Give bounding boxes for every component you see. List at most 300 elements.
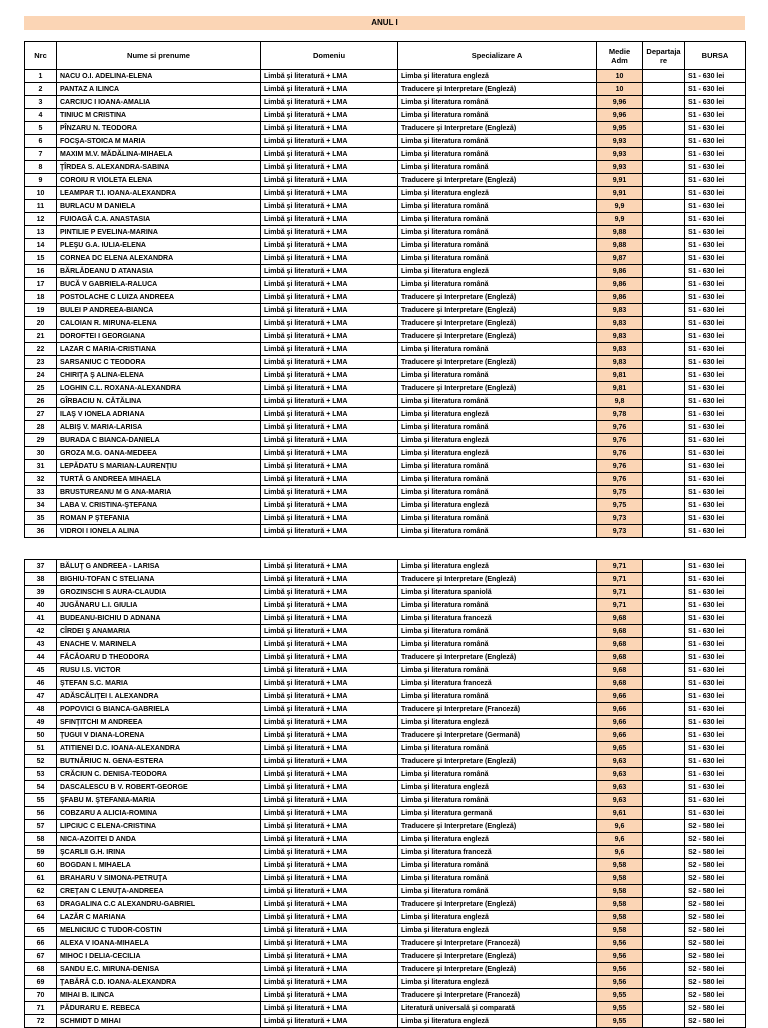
cell-medie: 9,76 <box>597 473 643 486</box>
cell-nrc: 20 <box>25 317 57 330</box>
scholarship-table-1 <box>24 41 746 538</box>
cell-bursa: S1 - 630 lei <box>685 421 746 434</box>
cell-departajare <box>643 96 685 109</box>
cell-domeniu: Limbă şi literatură + LMA <box>261 677 398 690</box>
cell-nrc: 45 <box>25 664 57 677</box>
cell-bursa: S1 - 630 lei <box>685 499 746 512</box>
cell-departajare <box>643 755 685 768</box>
cell-medie: 9,71 <box>597 573 643 586</box>
cell-domeniu: Limbă şi literatură + LMA <box>261 664 398 677</box>
cell-bursa: S1 - 630 lei <box>685 560 746 573</box>
cell-specializare: Limba şi literatura engleză <box>398 499 597 512</box>
cell-nrc: 16 <box>25 265 57 278</box>
cell-departajare <box>643 369 685 382</box>
cell-domeniu: Limbă şi literatură + LMA <box>261 586 398 599</box>
cell-nume: BĂRLĂDEANU D ATANASIA <box>57 265 261 278</box>
cell-departajare <box>643 560 685 573</box>
cell-medie: 9,66 <box>597 690 643 703</box>
cell-domeniu: Limbă şi literatură + LMA <box>261 70 398 83</box>
cell-medie: 9,81 <box>597 369 643 382</box>
cell-nume: CARCIUC I IOANA-AMALIA <box>57 96 261 109</box>
cell-nume: ALEXA V IOANA-MIHAELA <box>57 937 261 950</box>
cell-medie: 9,68 <box>597 664 643 677</box>
cell-departajare <box>643 278 685 291</box>
cell-nrc: 26 <box>25 395 57 408</box>
cell-nume: MIHOC I DELIA-CECILIA <box>57 950 261 963</box>
cell-nume: LIPCIUC C ELENA-CRISTINA <box>57 820 261 833</box>
cell-departajare <box>643 859 685 872</box>
cell-specializare: Traducere şi Interpretare (Engleză) <box>398 304 597 317</box>
cell-specializare: Limba şi literatura română <box>398 525 597 538</box>
cell-bursa: S1 - 630 lei <box>685 109 746 122</box>
cell-specializare: Limba şi literatura franceză <box>398 612 597 625</box>
cell-medie: 9,58 <box>597 924 643 937</box>
header-row <box>25 42 746 70</box>
cell-nrc: 11 <box>25 200 57 213</box>
cell-bursa: S2 - 580 lei <box>685 963 746 976</box>
cell-domeniu: Limbă şi literatură + LMA <box>261 135 398 148</box>
cell-nrc: 64 <box>25 911 57 924</box>
cell-bursa: S1 - 630 lei <box>685 395 746 408</box>
cell-nrc: 5 <box>25 122 57 135</box>
cell-departajare <box>643 512 685 525</box>
cell-departajare <box>643 161 685 174</box>
table-row <box>25 96 746 109</box>
table-row <box>25 872 746 885</box>
cell-bursa: S1 - 630 lei <box>685 408 746 421</box>
cell-nrc: 29 <box>25 434 57 447</box>
cell-departajare <box>643 486 685 499</box>
cell-specializare: Limba şi literatura engleză <box>398 781 597 794</box>
cell-nrc: 4 <box>25 109 57 122</box>
year-title: ANUL I <box>24 16 745 30</box>
cell-departajare <box>643 447 685 460</box>
cell-domeniu: Limbă şi literatură + LMA <box>261 846 398 859</box>
cell-domeniu: Limbă şi literatură + LMA <box>261 174 398 187</box>
cell-nume: ATITIENEI D.C. IOANA-ALEXANDRA <box>57 742 261 755</box>
cell-domeniu: Limbă şi literatură + LMA <box>261 703 398 716</box>
cell-specializare: Limba şi literatura engleză <box>398 187 597 200</box>
cell-nrc: 34 <box>25 499 57 512</box>
cell-departajare <box>643 525 685 538</box>
cell-departajare <box>643 612 685 625</box>
cell-medie: 9,65 <box>597 742 643 755</box>
cell-specializare: Limba şi literatura română <box>398 148 597 161</box>
table-row <box>25 1002 746 1015</box>
cell-bursa: S2 - 580 lei <box>685 989 746 1002</box>
table-row <box>25 807 746 820</box>
cell-nrc: 48 <box>25 703 57 716</box>
cell-specializare: Limba şi literatura română <box>398 278 597 291</box>
cell-medie: 9,66 <box>597 716 643 729</box>
cell-nume: BURADA C BIANCA-DANIELA <box>57 434 261 447</box>
cell-nrc: 41 <box>25 612 57 625</box>
cell-domeniu: Limbă şi literatură + LMA <box>261 716 398 729</box>
table-row <box>25 421 746 434</box>
cell-medie: 9,8 <box>597 395 643 408</box>
cell-departajare <box>643 174 685 187</box>
cell-domeniu: Limbă şi literatură + LMA <box>261 1015 398 1028</box>
cell-bursa: S1 - 630 lei <box>685 174 746 187</box>
cell-domeniu: Limbă şi literatură + LMA <box>261 486 398 499</box>
cell-bursa: S1 - 630 lei <box>685 807 746 820</box>
cell-domeniu: Limbă şi literatură + LMA <box>261 950 398 963</box>
cell-departajare <box>643 317 685 330</box>
table-row <box>25 976 746 989</box>
cell-departajare <box>643 356 685 369</box>
cell-specializare: Traducere şi Interpretare (Engleză) <box>398 174 597 187</box>
cell-nrc: 58 <box>25 833 57 846</box>
table-row <box>25 525 746 538</box>
cell-nume: ILAŞ V IONELA ADRIANA <box>57 408 261 421</box>
cell-departajare <box>643 911 685 924</box>
cell-medie: 9,75 <box>597 486 643 499</box>
table-row <box>25 664 746 677</box>
cell-specializare: Limba şi literatura română <box>398 599 597 612</box>
cell-departajare <box>643 716 685 729</box>
cell-nume: FUIOAGĂ C.A. ANASTASIA <box>57 213 261 226</box>
cell-bursa: S2 - 580 lei <box>685 885 746 898</box>
cell-domeniu: Limbă şi literatură + LMA <box>261 434 398 447</box>
cell-nume: PLEŞU G.A. IULIA-ELENA <box>57 239 261 252</box>
cell-departajare <box>643 330 685 343</box>
cell-medie: 9,68 <box>597 625 643 638</box>
cell-medie: 9,93 <box>597 161 643 174</box>
cell-nume: JUGĂNARU L.I. GIULIA <box>57 599 261 612</box>
cell-departajare <box>643 885 685 898</box>
cell-nrc: 28 <box>25 421 57 434</box>
cell-domeniu: Limbă şi literatură + LMA <box>261 937 398 950</box>
table-row <box>25 291 746 304</box>
cell-nume: BRUSTUREANU M G ANA-MARIA <box>57 486 261 499</box>
cell-nume: FĂCĂOARU D THEODORA <box>57 651 261 664</box>
cell-domeniu: Limbă şi literatură + LMA <box>261 226 398 239</box>
cell-nume: LOGHIN C.L. ROXANA-ALEXANDRA <box>57 382 261 395</box>
table-row <box>25 898 746 911</box>
cell-nume: DOROFTEI I GEORGIANA <box>57 330 261 343</box>
cell-bursa: S1 - 630 lei <box>685 573 746 586</box>
cell-departajare <box>643 586 685 599</box>
cell-departajare <box>643 148 685 161</box>
cell-departajare <box>643 833 685 846</box>
cell-specializare: Limba şi literatura engleză <box>398 408 597 421</box>
cell-bursa: S1 - 630 lei <box>685 768 746 781</box>
cell-bursa: S1 - 630 lei <box>685 343 746 356</box>
cell-specializare: Limba şi literatura franceză <box>398 677 597 690</box>
header-nume: Nume si prenume <box>57 42 261 70</box>
cell-domeniu: Limbă şi literatură + LMA <box>261 291 398 304</box>
cell-medie: 9,66 <box>597 729 643 742</box>
table-row <box>25 586 746 599</box>
table-row <box>25 651 746 664</box>
header-medie: Medie Adm <box>597 42 643 70</box>
table-row <box>25 716 746 729</box>
cell-nume: GROZINSCHI S AURA-CLAUDIA <box>57 586 261 599</box>
cell-specializare: Limba şi literatura română <box>398 135 597 148</box>
cell-specializare: Limba şi literatura română <box>398 473 597 486</box>
cell-domeniu: Limbă şi literatură + LMA <box>261 820 398 833</box>
cell-nume: BOGDAN I. MIHAELA <box>57 859 261 872</box>
table-row <box>25 573 746 586</box>
table-row <box>25 252 746 265</box>
cell-nume: PÎNZARU N. TEODORA <box>57 122 261 135</box>
cell-bursa: S2 - 580 lei <box>685 859 746 872</box>
cell-domeniu: Limbă şi literatură + LMA <box>261 599 398 612</box>
table-row <box>25 703 746 716</box>
cell-specializare: Limba şi literatura română <box>398 369 597 382</box>
cell-medie: 9,86 <box>597 291 643 304</box>
cell-specializare: Limba şi literatura engleză <box>398 265 597 278</box>
cell-departajare <box>643 781 685 794</box>
cell-nume: BURLACU M DANIELA <box>57 200 261 213</box>
table-row <box>25 729 746 742</box>
cell-domeniu: Limbă şi literatură + LMA <box>261 369 398 382</box>
cell-domeniu: Limbă şi literatură + LMA <box>261 421 398 434</box>
table-row <box>25 859 746 872</box>
cell-departajare <box>643 898 685 911</box>
table-row <box>25 304 746 317</box>
cell-bursa: S2 - 580 lei <box>685 1002 746 1015</box>
cell-specializare: Limba şi literatura engleză <box>398 447 597 460</box>
cell-nrc: 63 <box>25 898 57 911</box>
cell-domeniu: Limbă şi literatură + LMA <box>261 742 398 755</box>
cell-medie: 9,68 <box>597 677 643 690</box>
cell-nume: VIDROI I IONELA ALINA <box>57 525 261 538</box>
cell-nrc: 17 <box>25 278 57 291</box>
cell-medie: 9,6 <box>597 820 643 833</box>
cell-bursa: S2 - 580 lei <box>685 924 746 937</box>
cell-nrc: 8 <box>25 161 57 174</box>
cell-medie: 9,63 <box>597 755 643 768</box>
cell-domeniu: Limbă şi literatură + LMA <box>261 265 398 278</box>
cell-domeniu: Limbă şi literatură + LMA <box>261 729 398 742</box>
cell-departajare <box>643 976 685 989</box>
cell-nume: ŢUGUI V DIANA-LORENA <box>57 729 261 742</box>
cell-specializare: Limba şi literatura română <box>398 161 597 174</box>
cell-bursa: S2 - 580 lei <box>685 1015 746 1028</box>
cell-domeniu: Limbă şi literatură + LMA <box>261 512 398 525</box>
cell-specializare: Limba şi literatura engleză <box>398 560 597 573</box>
cell-nume: ŢÎRDEA S. ALEXANDRA-SABINA <box>57 161 261 174</box>
cell-domeniu: Limbă şi literatură + LMA <box>261 768 398 781</box>
cell-medie: 9,71 <box>597 560 643 573</box>
cell-nume: ŞCARLII G.H. IRINA <box>57 846 261 859</box>
cell-nrc: 21 <box>25 330 57 343</box>
cell-departajare <box>643 1002 685 1015</box>
cell-nume: SARSANIUC C TEODORA <box>57 356 261 369</box>
cell-bursa: S1 - 630 lei <box>685 512 746 525</box>
cell-bursa: S2 - 580 lei <box>685 950 746 963</box>
table-row <box>25 755 746 768</box>
cell-departajare <box>643 794 685 807</box>
table-row <box>25 742 746 755</box>
cell-medie: 9,66 <box>597 703 643 716</box>
cell-departajare <box>643 599 685 612</box>
cell-nume: ŢABĂRĂ C.D. IOANA-ALEXANDRA <box>57 976 261 989</box>
table-row <box>25 83 746 96</box>
cell-departajare <box>643 200 685 213</box>
cell-nrc: 35 <box>25 512 57 525</box>
cell-specializare: Limba şi literatura română <box>398 109 597 122</box>
cell-bursa: S1 - 630 lei <box>685 226 746 239</box>
cell-nrc: 62 <box>25 885 57 898</box>
table-row <box>25 950 746 963</box>
cell-domeniu: Limbă şi literatură + LMA <box>261 859 398 872</box>
cell-departajare <box>643 742 685 755</box>
cell-medie: 9,58 <box>597 859 643 872</box>
cell-nrc: 70 <box>25 989 57 1002</box>
table-row <box>25 937 746 950</box>
cell-domeniu: Limbă şi literatură + LMA <box>261 447 398 460</box>
cell-domeniu: Limbă şi literatură + LMA <box>261 638 398 651</box>
cell-medie: 9,76 <box>597 460 643 473</box>
cell-bursa: S1 - 630 lei <box>685 369 746 382</box>
cell-nume: LABA V. CRISTINA-ŞTEFANA <box>57 499 261 512</box>
cell-nrc: 65 <box>25 924 57 937</box>
cell-bursa: S1 - 630 lei <box>685 473 746 486</box>
cell-departajare <box>643 846 685 859</box>
cell-nume: ADĂSCĂLIŢEI I. ALEXANDRA <box>57 690 261 703</box>
cell-specializare: Limba şi literatura română <box>398 421 597 434</box>
cell-medie: 9,63 <box>597 794 643 807</box>
cell-nrc: 18 <box>25 291 57 304</box>
table-row <box>25 677 746 690</box>
cell-departajare <box>643 963 685 976</box>
cell-specializare: Traducere şi Interpretare (Franceză) <box>398 937 597 950</box>
cell-medie: 9,56 <box>597 937 643 950</box>
table-row <box>25 1015 746 1028</box>
cell-domeniu: Limbă şi literatură + LMA <box>261 612 398 625</box>
cell-nume: TURTĂ G ANDREEA MIHAELA <box>57 473 261 486</box>
cell-domeniu: Limbă şi literatură + LMA <box>261 924 398 937</box>
cell-specializare: Limba şi literatura franceză <box>398 846 597 859</box>
cell-domeniu: Limbă şi literatură + LMA <box>261 239 398 252</box>
cell-domeniu: Limbă şi literatură + LMA <box>261 161 398 174</box>
cell-domeniu: Limbă şi literatură + LMA <box>261 499 398 512</box>
table-row <box>25 794 746 807</box>
cell-nrc: 56 <box>25 807 57 820</box>
cell-medie: 9,71 <box>597 599 643 612</box>
cell-specializare: Limba şi literatura română <box>398 460 597 473</box>
cell-domeniu: Limbă şi literatură + LMA <box>261 395 398 408</box>
cell-specializare: Limba şi literatura română <box>398 794 597 807</box>
cell-medie: 9,96 <box>597 96 643 109</box>
cell-nrc: 42 <box>25 625 57 638</box>
cell-domeniu: Limbă şi literatură + LMA <box>261 473 398 486</box>
cell-bursa: S1 - 630 lei <box>685 317 746 330</box>
cell-departajare <box>643 989 685 1002</box>
cell-domeniu: Limbă şi literatură + LMA <box>261 148 398 161</box>
cell-bursa: S1 - 630 lei <box>685 677 746 690</box>
cell-nrc: 59 <box>25 846 57 859</box>
cell-nume: ALBIŞ V. MARIA-LARISA <box>57 421 261 434</box>
cell-medie: 9,83 <box>597 304 643 317</box>
cell-domeniu: Limbă şi literatură + LMA <box>261 304 398 317</box>
cell-nrc: 30 <box>25 447 57 460</box>
cell-nrc: 38 <box>25 573 57 586</box>
cell-departajare <box>643 252 685 265</box>
cell-domeniu: Limbă şi literatură + LMA <box>261 356 398 369</box>
cell-nrc: 27 <box>25 408 57 421</box>
cell-specializare: Limba şi literatura română <box>398 625 597 638</box>
cell-specializare: Traducere şi Interpretare (Engleză) <box>398 755 597 768</box>
cell-bursa: S1 - 630 lei <box>685 664 746 677</box>
cell-departajare <box>643 395 685 408</box>
cell-nume: GÎRBACIU N. CĂTĂLINA <box>57 395 261 408</box>
cell-nume: LEPĂDATU S MARIAN-LAURENŢIU <box>57 460 261 473</box>
cell-specializare: Limba şi literatura engleză <box>398 716 597 729</box>
cell-bursa: S1 - 630 lei <box>685 304 746 317</box>
cell-departajare <box>643 135 685 148</box>
table-row <box>25 408 746 421</box>
cell-departajare <box>643 820 685 833</box>
cell-departajare <box>643 226 685 239</box>
cell-medie: 9,91 <box>597 174 643 187</box>
cell-nume: FOCŞA-STOICA M MARIA <box>57 135 261 148</box>
cell-bursa: S2 - 580 lei <box>685 820 746 833</box>
cell-specializare: Limba şi literatura română <box>398 96 597 109</box>
cell-specializare: Limba şi literatura engleză <box>398 924 597 937</box>
cell-nrc: 50 <box>25 729 57 742</box>
cell-bursa: S1 - 630 lei <box>685 690 746 703</box>
cell-nume: CHIRIŢA Ş ALINA-ELENA <box>57 369 261 382</box>
cell-bursa: S1 - 630 lei <box>685 148 746 161</box>
cell-departajare <box>643 304 685 317</box>
cell-specializare: Limba şi literatura română <box>398 395 597 408</box>
cell-nrc: 46 <box>25 677 57 690</box>
cell-bursa: S1 - 630 lei <box>685 70 746 83</box>
cell-bursa: S2 - 580 lei <box>685 976 746 989</box>
cell-departajare <box>643 807 685 820</box>
cell-specializare: Limba şi literatura română <box>398 213 597 226</box>
cell-nrc: 52 <box>25 755 57 768</box>
cell-bursa: S1 - 630 lei <box>685 651 746 664</box>
cell-nume: ENACHE V. MARINELA <box>57 638 261 651</box>
cell-specializare: Limba şi literatura română <box>398 252 597 265</box>
cell-domeniu: Limbă şi literatură + LMA <box>261 781 398 794</box>
cell-domeniu: Limbă şi literatură + LMA <box>261 1002 398 1015</box>
table-row <box>25 911 746 924</box>
cell-bursa: S2 - 580 lei <box>685 898 746 911</box>
cell-medie: 9,9 <box>597 200 643 213</box>
cell-medie: 9,6 <box>597 833 643 846</box>
cell-specializare: Limba şi literatura engleză <box>398 976 597 989</box>
table-row <box>25 226 746 239</box>
cell-specializare: Traducere şi Interpretare (Engleză) <box>398 317 597 330</box>
cell-domeniu: Limbă şi literatură + LMA <box>261 898 398 911</box>
cell-departajare <box>643 729 685 742</box>
cell-departajare <box>643 768 685 781</box>
table-row <box>25 447 746 460</box>
cell-departajare <box>643 690 685 703</box>
cell-domeniu: Limbă şi literatură + LMA <box>261 187 398 200</box>
cell-nume: CÎRDEI Ş ANAMARIA <box>57 625 261 638</box>
cell-bursa: S2 - 580 lei <box>685 833 746 846</box>
cell-domeniu: Limbă şi literatură + LMA <box>261 278 398 291</box>
cell-departajare <box>643 950 685 963</box>
cell-domeniu: Limbă şi literatură + LMA <box>261 213 398 226</box>
cell-nrc: 12 <box>25 213 57 226</box>
cell-domeniu: Limbă şi literatură + LMA <box>261 408 398 421</box>
cell-departajare <box>643 638 685 651</box>
cell-domeniu: Limbă şi literatură + LMA <box>261 573 398 586</box>
cell-specializare: Traducere şi Interpretare (Engleză) <box>398 83 597 96</box>
cell-nrc: 36 <box>25 525 57 538</box>
header-domeniu: Domeniu <box>261 42 398 70</box>
cell-medie: 9,86 <box>597 278 643 291</box>
cell-departajare <box>643 213 685 226</box>
cell-nrc: 47 <box>25 690 57 703</box>
